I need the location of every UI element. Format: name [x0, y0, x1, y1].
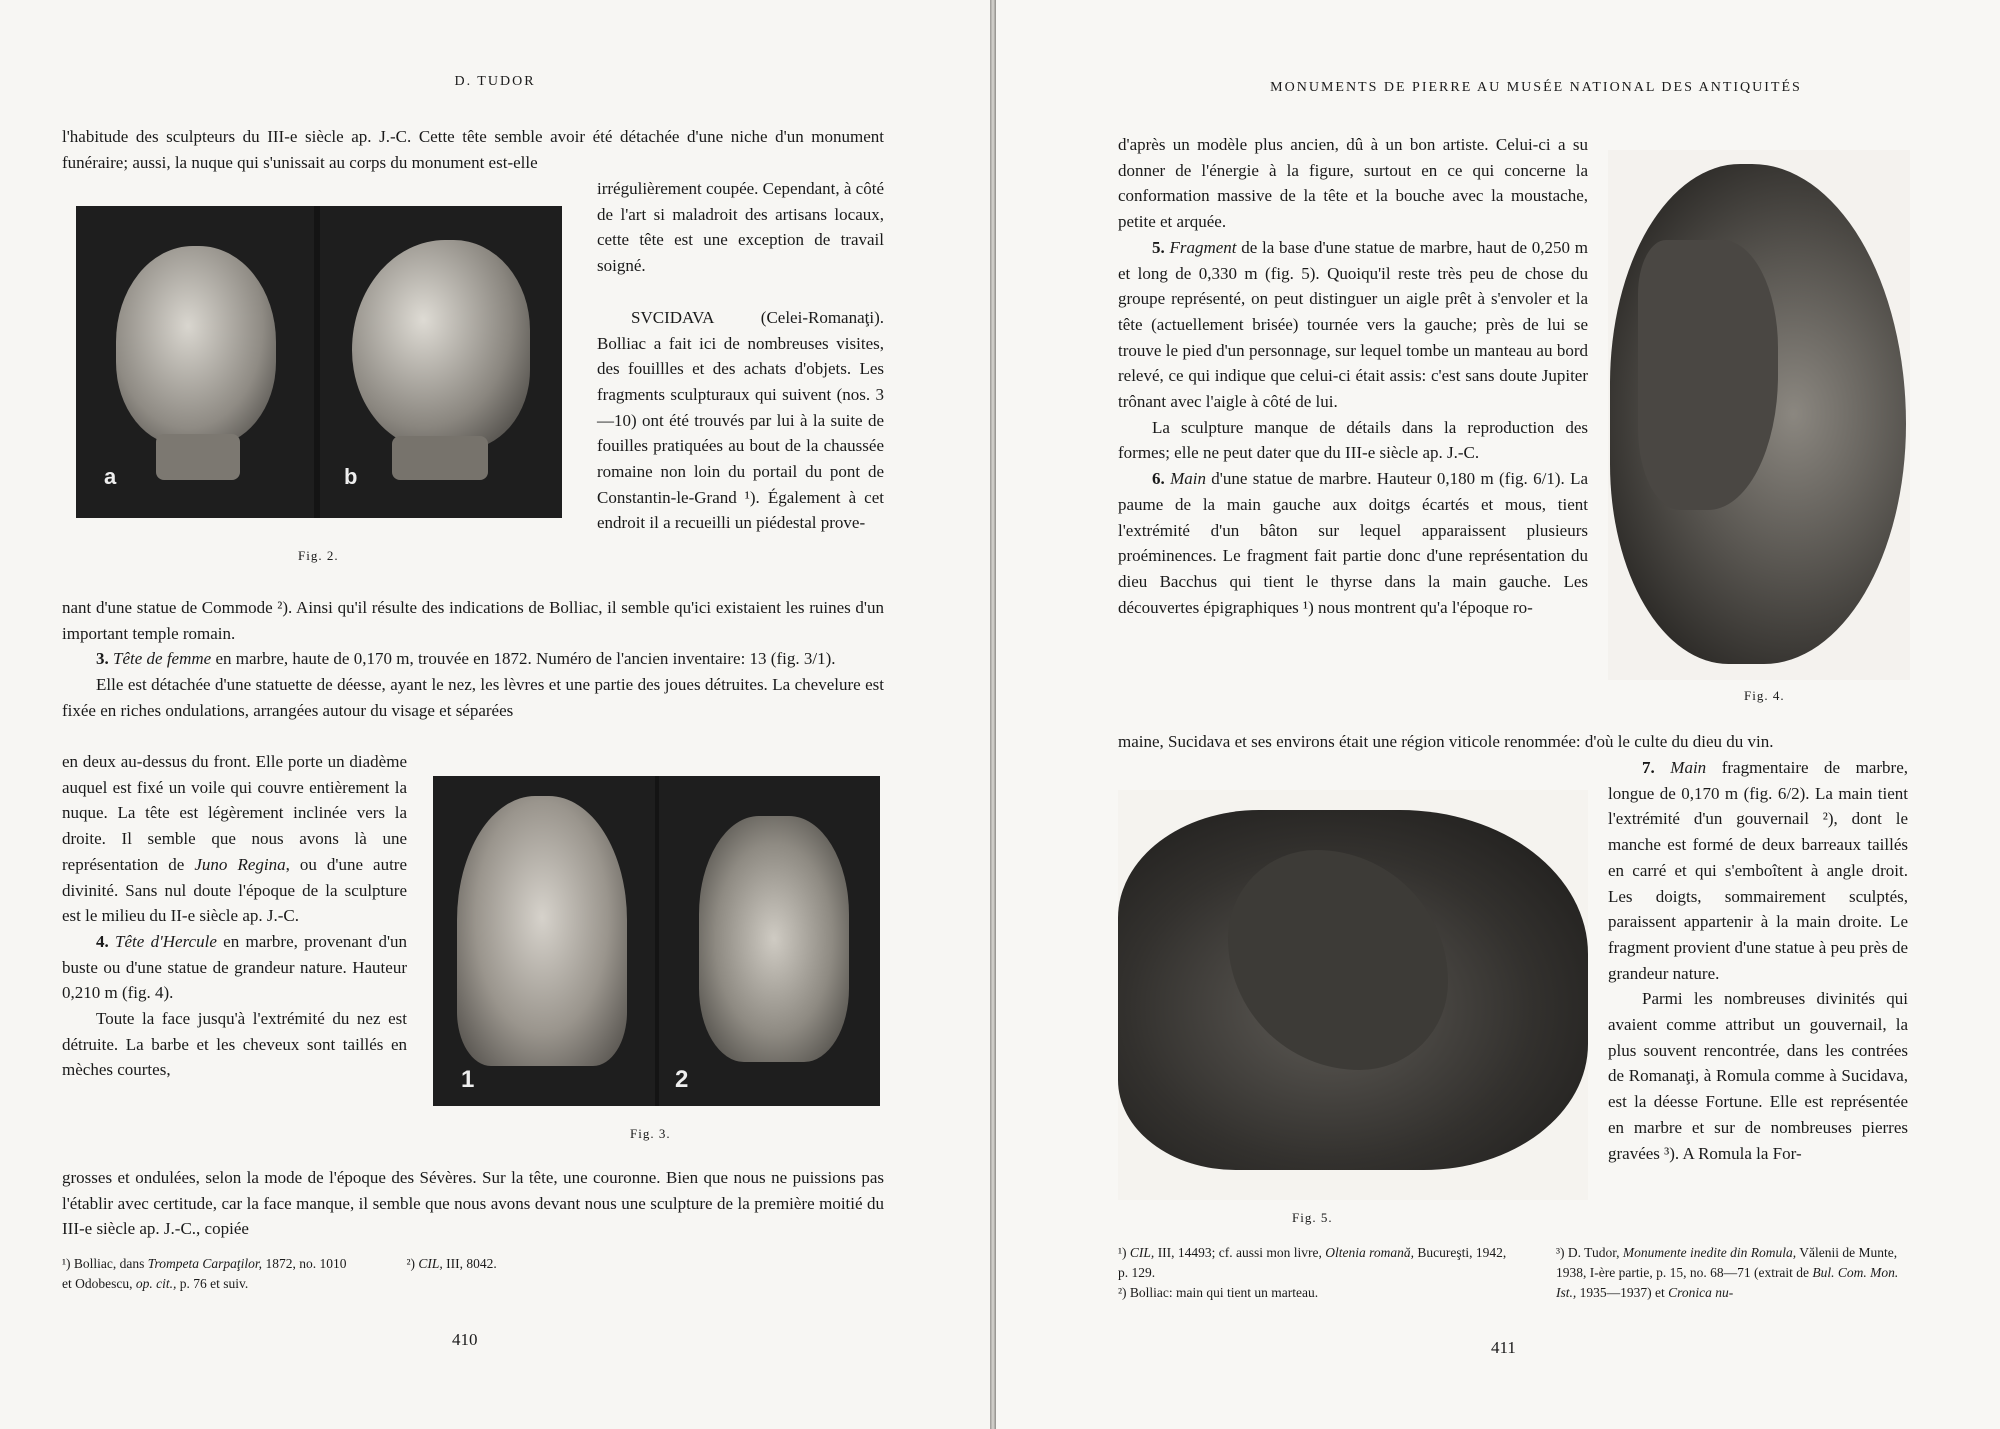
text-span: ³) D. Tudor,: [1556, 1245, 1620, 1260]
text-span: et Odobescu,: [62, 1276, 133, 1291]
item-7: [1608, 755, 1908, 986]
footnotes-right-column: [1556, 1243, 1908, 1303]
text-italic: Oltenia romană,: [1325, 1245, 1415, 1260]
right-page: [996, 0, 2000, 1429]
paragraph: [1118, 729, 1908, 755]
footnote-3: [1556, 1243, 1908, 1303]
hercules-head-shape: [699, 816, 849, 1062]
item-title: Fragment: [1169, 237, 1237, 257]
figure-4-photo: [1608, 150, 1910, 680]
text-span: ²): [406, 1256, 415, 1271]
figure-label-a: a: [104, 464, 117, 489]
text-italic: CIL,: [418, 1256, 443, 1271]
item-title: Tête d'Hercule: [115, 931, 217, 951]
figure-4-caption: Fig. 4.: [1744, 688, 1785, 703]
page-number: 410: [452, 1330, 478, 1349]
text-italic: op. cit.,: [135, 1276, 177, 1291]
text-span: p. 76 et suiv.: [179, 1276, 249, 1291]
figure-2-panel-a: [76, 206, 314, 518]
left-page: [0, 0, 990, 1429]
item-3: [62, 646, 884, 672]
paragraph-text: d'après un modèle plus ancien, dû à un bon artiste. Celui-ci a su donner de l'énergie à la figure, surtout en ce qui concerne la conformation massive de la tête et la bouche avec la moustache, petite et arquée.: [1118, 135, 1588, 232]
paragraph: [62, 595, 884, 724]
item-title: Main: [1170, 469, 1206, 489]
footnote-2: [406, 1256, 496, 1271]
item-number: 3.: [96, 649, 109, 669]
item-number: 5.: [1152, 237, 1165, 257]
figure-3-panel-2: [659, 776, 880, 1106]
paragraph: [62, 1165, 884, 1242]
text-span: ¹) Bolliac, dans: [62, 1256, 145, 1271]
text-italic: Juno Regina: [194, 854, 286, 874]
item-text: en marbre, provenant d'un buste ou d'une statue de grandeur nature. Hauteur 0,210 m (fig. 4).: [62, 931, 408, 1003]
paragraph: [1118, 132, 1588, 620]
text-span: 1872, no. 1010: [265, 1256, 347, 1271]
figure-5-photo: [1118, 790, 1588, 1200]
text-span: Bucureşti, 1942, p. 129.: [1118, 1245, 1507, 1280]
item-4: [62, 929, 407, 1006]
figure-3-photo: [433, 776, 880, 1106]
text-span: ¹): [1118, 1245, 1127, 1260]
text-span: en deux au-dessus du front. Elle porte un diadème auquel est fixé un voile qui couvre entièrement la nuque. La tête est légèrement inclinée vers la droite. Il semble que nous avons là une représentation de: [62, 752, 407, 874]
paragraph-text: La sculpture manque de détails dans la reproduction des formes; elle ne peut dater que du III-e siècle ap. J.-C.: [1118, 417, 1588, 463]
figure-2-caption: Fig. 2.: [298, 548, 339, 563]
item-number: 6.: [1152, 469, 1165, 489]
female-head-shape: [457, 796, 627, 1066]
text-italic: Bul. Com. Mon. Ist.,: [1556, 1265, 1899, 1300]
paragraph: [597, 176, 884, 536]
running-header: D. TUDOR: [454, 74, 536, 89]
paragraph-text: nant d'une statue de Commode ²). Ainsi qu'il résulte des indications de Bolliac, il semble qu'ici existaient les ruines d'un important temple romain.: [62, 598, 884, 643]
paragraph-text: Elle est détachée d'une statuette de déesse, ayant le nez, les lèvres et une partie des joues détruites. La chevelure est fixée en riches ondulations, arrangées autour du visage et séparées: [62, 675, 884, 720]
text-italic: Monumente inedite din Romula,: [1622, 1245, 1797, 1260]
text-span: III, 14493; cf. aussi mon livre,: [1157, 1245, 1322, 1260]
item-text: en marbre, haute de 0,170 m, trouvée en 1872. Numéro de l'ancien inventaire: 13 (fig. 3/1).: [215, 649, 836, 669]
head-neck-shape: [392, 436, 488, 480]
item-number: 7.: [1642, 758, 1655, 777]
footnotes-left-column: [1118, 1243, 1518, 1303]
paragraph-text: Parmi les nombreuses divinités qui avaient comme attribut un gouvernail, la plus souvent rencontrée, dans les contrées de Romanaţi, à Romula comme à Sucidava, est la déesse Fortune. Elle est représentée en marbre et sur de nombreuses pierres gravées ³). A Romula la For-: [1608, 989, 1908, 1163]
figure-5-caption: Fig. 5.: [1292, 1210, 1333, 1225]
text-span: III, 8042.: [446, 1256, 497, 1271]
item-title: Main: [1670, 758, 1707, 777]
running-header: MONUMENTS DE PIERRE AU MUSÉE NATIONAL DES ANTIQUITÉS: [1270, 80, 1802, 95]
paragraph: [62, 124, 884, 175]
broken-face-area-shape: [1638, 240, 1778, 510]
figure-2-photo: [76, 206, 562, 518]
footnote-1-cont: [62, 1274, 884, 1294]
paragraph-text: SVCIDAVA (Celei-Romanaţi). Bolliac a fait ici de nombreuses visites, des fouillles et des achats d'objets. Les fragments sculpturaux qui suivent (nos. 3—10) ont été trouvés par lui à la suite de fouilles pratiquées au bout de la chaussée romaine non loin du portail du pont de Constantin-le-Grand ¹). Également à cet endroit il a recueilli un piédestal prove-: [597, 307, 884, 533]
item-text: de la base d'une statue de marbre, haut de 0,250 m et long de 0,330 m (fig. 5). Quoiqu'il reste très peu de chose du groupe représenté, on peut distinguer un aigle prêt à s'envoler et la tête (actuellement brisée) tournée vers la gauche; près de lui se trouve le pied d'un personnage, sur lequel tombe un manteau au bord relevé, ce qui indique que celui-ci était assis: c'est sans doute Jupiter trônant avec l'aigle à côté de lui.: [1118, 237, 1589, 412]
figure-3-caption: Fig. 3.: [630, 1126, 671, 1141]
item-text: d'une statue de marbre. Hauteur 0,180 m (fig. 6/1). La paume de la main gauche aux doitgs écartés et mous, tient l'extrémité d'un bâton sur lequel apparaissent plusieurs proéminences. Le fragment fait partie donc d'une représentation du dieu Bacchus qui tient le thyrse dans la main gauche. Les découvertes épigraphiques ¹) nous montrent qu'a l'époque ro-: [1118, 469, 1589, 617]
item-number: 4.: [96, 931, 109, 951]
figure-label-b: b: [344, 464, 358, 489]
head-profile-shape: [352, 240, 530, 450]
text-span: Vălenii de Munte, 1938, I-ère partie, p. 15, no. 68—71 (extrait de: [1556, 1245, 1898, 1280]
paragraph-text: maine, Sucidava et ses environs était une région viticole renommée: d'où le culte du dieu du vin.: [1118, 732, 1774, 751]
head-neck-shape: [156, 434, 240, 480]
footnote-1: [62, 1254, 884, 1274]
text-italic: Cronica nu-: [1668, 1285, 1734, 1300]
footnote-1: [1118, 1243, 1518, 1283]
figure-3-panel-1: [433, 776, 655, 1106]
text-span: , ou d'une autre divinité. Sans nul doute l'époque de la sculpture est le milieu du II-e siècle ap. J.-C.: [62, 854, 407, 926]
text-italic: Trompeta Carpaţilor,: [147, 1256, 263, 1271]
text-span: 1935—1937) et: [1579, 1285, 1665, 1300]
head-front-shape: [116, 246, 276, 446]
paragraph-text: [62, 749, 407, 929]
paragraph-text: l'habitude des sculpteurs du III-e siècle ap. J.-C. Cette tête semble avoir été détachée d'une niche d'un monument funéraire; aussi, la nuque qui s'unissait au corps du monument est-elle: [62, 127, 884, 172]
figure-label-1: 1: [461, 1066, 475, 1093]
text-italic: CIL,: [1129, 1245, 1155, 1260]
paragraph-text: Toute la face jusqu'à l'extrémité du nez est détruite. La barbe et les cheveux sont taillés en mèches courtes,: [62, 1009, 407, 1080]
paragraph-text: grosses et ondulées, selon la mode de l'époque des Sévères. Sur la tête, une couronne. Bien que nous ne puissions pas l'établir avec certitude, car la face manque, il semble que nous avons devant nous une sculpture de la première moitié du III-e siècle ap. J.-C., copiée: [62, 1168, 884, 1239]
item-text: fragmentaire de marbre, longue de 0,170 m (fig. 6/2). La main tient l'extrémité d'un gouvernail ²), dont le manche est formé de deux barreaux taillés en carré et qui s'emboîtent à angle droit. Les doigts, sommairement sculptés, paraissent appartenir à la main droite. Le fragment provient d'une statue à peu près de grandeur nature.: [1608, 758, 1909, 983]
footnote-2: ²) Bolliac: main qui tient un marteau.: [1118, 1285, 1319, 1300]
page-number: 411: [1491, 1338, 1516, 1357]
item-title: Tête de femme: [113, 649, 212, 669]
paragraph: [1608, 755, 1908, 1166]
footnotes: [62, 1254, 884, 1294]
paragraph: [62, 749, 407, 1083]
item-5: [1118, 235, 1588, 415]
paragraph-text: irrégulièrement coupée. Cependant, à côté de l'art si maladroit des artisans locaux, cette tête est une exception de travail soigné.: [597, 179, 884, 276]
item-6: [1118, 466, 1588, 620]
figure-2-panel-b: [320, 206, 562, 518]
figure-label-2: 2: [675, 1066, 689, 1093]
